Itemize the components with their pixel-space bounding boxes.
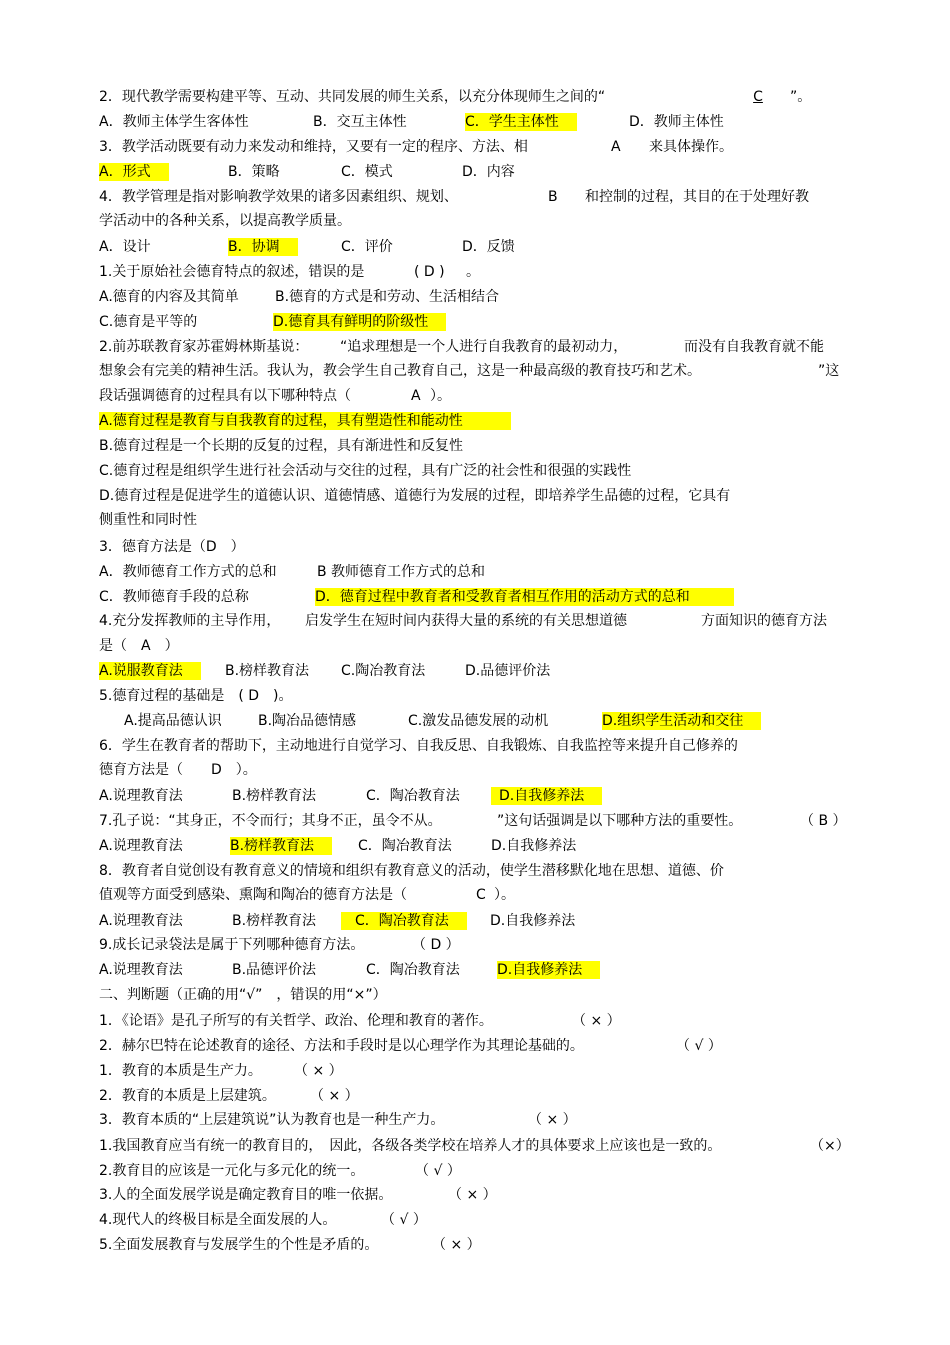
m7-stem-end: ”这句话强调是以下哪种方法的重要性。 <box>497 813 743 829</box>
judge-item-text: 2．教育的本质是上层建筑。 <box>99 1088 276 1104</box>
q4-stem: 4．教学管理是指对影响教学效果的诸多因素组织、规划、 <box>99 189 458 205</box>
q4-option-d: D．反馈 <box>462 239 515 255</box>
m2-option-d-line2: 侧重性和同时性 <box>99 512 197 528</box>
judge-item-text: 3．教育本质的“上层建筑说”认为教育也是一种生产力。 <box>99 1112 445 1128</box>
m2-stem-line1-end: 而没有自我教育就不能 <box>684 339 824 355</box>
m2-option-d-line1: D.德育过程是促进学生的道德认识、道德情感、道德行为发展的过程，即培养学生品德的过程，它具有 <box>99 488 731 504</box>
judge-item-mark: （ × ） <box>310 1088 359 1104</box>
m8-answer: C <box>476 887 486 903</box>
m2-option-b: B.德育过程是一个长期的反复的过程，具有渐进性和反复性 <box>99 438 464 454</box>
m7-stem: 7.孔子说：“其身正，不令而行；其身不正，虽令不从。 <box>99 813 442 829</box>
m2-stem-line1: 2.前苏联教育家苏霍姆林斯基说： <box>99 339 309 355</box>
m4-stem-line2: 是（ A ） <box>99 638 179 654</box>
m2-stem-line2: 想象会有完美的精神生活。我认为，教会学生自己教育自己，这是一种最高级的教育技巧和艺术。 <box>99 363 701 379</box>
q3-option-d: D．内容 <box>462 164 515 180</box>
q2-answer-blank: C <box>753 89 763 105</box>
m8-stem-end: ）。 <box>494 887 515 903</box>
m3-option-c: C．教师德育手段的总称 <box>99 589 249 605</box>
m7-answer: （ B ） <box>800 813 847 829</box>
m1-option-a: A.德育的内容及其简单 <box>99 289 239 305</box>
judge-heading: 二、判断题（正确的用“√” ，错误的用“×”） <box>99 987 387 1003</box>
q2-stem <box>99 87 605 107</box>
m1-option-c: C.德育是平等的 <box>99 314 198 330</box>
m8-stem-line1: 8．教育者自觉创设有教育意义的情境和组织有教育意义的活动，使学生潜移默化地在思想、道德、价 <box>99 863 724 879</box>
m7-option-b: B.榜样教育法 <box>230 837 332 855</box>
m2-stem-line1-quote: “追求理想是一个人进行自我教育的最初动力， <box>340 339 628 355</box>
m9-option-d: D.自我修养法 <box>497 961 600 979</box>
m6-stem-line1: 6．学生在教育者的帮助下，主动地进行自觉学习、自我反思、自我锻炼、自我监控等来提升自己修养的 <box>99 738 738 754</box>
m3-option-d: D．德育过程中教育者和受教育者相互作用的活动方式的总和 <box>315 588 734 606</box>
judge-item-text: 4.现代人的终极目标是全面发展的人。 <box>99 1212 337 1228</box>
m2-option-c: C.德育过程是组织学生进行社会活动与交往的过程，具有广泛的社会性和很强的实践性 <box>99 463 632 479</box>
q2-option-a: A．教师主体学生客体性 <box>99 114 249 130</box>
m1-stem-end: 。 <box>466 264 480 280</box>
m3-stem: 3．德育方法是（D ） <box>99 539 245 555</box>
judge-item-mark: （ √ ） <box>415 1163 461 1179</box>
judge-item-mark: （ × ） <box>528 1112 577 1128</box>
m9-stem: 9.成长记录袋法是属于下列哪种德育方法。 <box>99 937 365 953</box>
m2-stem-line3-end: ）。 <box>430 388 451 404</box>
q3-stem-end: 来具体操作。 <box>649 139 733 155</box>
m9-option-a: A.说理教育法 <box>99 962 183 978</box>
judge-item-mark: （ × ） <box>448 1187 497 1203</box>
m4-option-d: D.品德评价法 <box>465 663 551 679</box>
judge-item-text: 3.人的全面发展学说是确定教育目的唯一依据。 <box>99 1187 393 1203</box>
m1-answer: ( D ) <box>414 264 445 280</box>
m7-option-c: C．陶冶教育法 <box>358 838 452 854</box>
q2-option-b: B．交互主体性 <box>313 114 407 130</box>
m4-option-c: C.陶冶教育法 <box>341 663 426 679</box>
m4-stem-line1: 4.充分发挥教师的主导作用， <box>99 613 281 629</box>
m8-option-b: B.榜样教育法 <box>232 913 317 929</box>
m6-option-a: A.说理教育法 <box>99 788 183 804</box>
judge-item-text: 2.教育目的应该是一元化与多元化的统一。 <box>99 1163 365 1179</box>
q2-option-d: D．教师主体性 <box>629 114 724 130</box>
m5-stem: 5.德育过程的基础是 ( D )。 <box>99 688 293 704</box>
m4-option-b: B.榜样教育法 <box>225 663 310 679</box>
judge-item-mark: （ × ） <box>432 1237 481 1253</box>
m7-option-d: D.自我修养法 <box>491 838 577 854</box>
m8-option-c: C．陶冶教育法 <box>341 912 467 930</box>
judge-item-mark: （ × ） <box>294 1063 343 1079</box>
q3-option-b: B．策略 <box>228 164 280 180</box>
q4-stem-line2: 学活动中的各种关系，以提高教学质量。 <box>99 213 351 229</box>
m3-option-b: B 教师德育工作方式的总和 <box>317 564 486 580</box>
q2-stem-text: 2．现代教学需要构建平等、互动、共同发展的师生关系，以充分体现师生之间的“ <box>99 89 606 105</box>
q4-answer: B <box>548 189 558 205</box>
judge-item-mark: （ √ ） <box>381 1212 427 1228</box>
m2-answer: A <box>411 388 421 404</box>
m8-option-a: A.说理教育法 <box>99 913 183 929</box>
m2-stem-line2-end: ”这 <box>818 363 840 379</box>
m9-answer: （ D ） <box>412 937 460 953</box>
m2-stem-line3: 段话强调德育的过程具有以下哪种特点（ <box>99 388 351 404</box>
q2-option-c: C．学生主体性 <box>465 113 577 131</box>
m1-stem: 1.关于原始社会德育特点的叙述，错误的是 <box>99 264 365 280</box>
m9-option-b: B.品德评价法 <box>232 962 317 978</box>
judge-item-mark: （×） <box>810 1138 850 1154</box>
judge-item-text: 5.全面发展教育与发展学生的个性是矛盾的。 <box>99 1237 379 1253</box>
m4-stem-line1-end: 方面知识的德育方法 <box>701 613 827 629</box>
m1-option-d: D.德育具有鲜明的阶级性 <box>273 313 446 331</box>
q4-option-a: A．设计 <box>99 239 151 255</box>
q3-stem: 3．教学活动既要有动力来发动和维持，又要有一定的程序、方法、相 <box>99 139 528 155</box>
m7-option-a: A.说理教育法 <box>99 838 183 854</box>
q4-stem-end: 和控制的过程，其目的在于处理好教 <box>585 189 809 205</box>
m4-stem-line1-mid: 启发学生在短时间内获得大量的系统的有关思想道德 <box>305 613 627 629</box>
m6-option-c: C．陶冶教育法 <box>366 788 460 804</box>
judge-item-mark: （ √ ） <box>676 1038 722 1054</box>
m1-option-b: B.德育的方式是和劳动、生活相结合 <box>275 289 500 305</box>
m5-option-c: C.激发品德发展的动机 <box>408 713 549 729</box>
q4-option-c: C．评价 <box>341 239 393 255</box>
m6-stem-line2: 德育方法是（ D ）。 <box>99 762 257 778</box>
m9-option-c: C．陶冶教育法 <box>366 962 460 978</box>
judge-item-mark: （ × ） <box>572 1013 621 1029</box>
q3-answer: A <box>611 139 621 155</box>
m4-option-a: A.说服教育法 <box>99 662 201 680</box>
q3-option-a: A．形式 <box>99 163 169 181</box>
m8-stem-line2: 值观等方面受到感染、熏陶和陶冶的德育方法是（ <box>99 887 407 903</box>
judge-item-text: 1．教育的本质是生产力。 <box>99 1063 262 1079</box>
m6-option-d: D.自我修养法 <box>491 787 602 805</box>
q2-stem-end: ”。 <box>790 89 812 105</box>
q3-option-c: C．模式 <box>341 164 393 180</box>
m5-option-d: D.组织学生活动和交往 <box>602 712 761 730</box>
q4-option-b: B．协调 <box>228 238 298 256</box>
m3-option-a: A．教师德育工作方式的总和 <box>99 564 277 580</box>
m5-option-a: A.提高品德认识 <box>124 713 222 729</box>
m6-option-b: B.榜样教育法 <box>232 788 317 804</box>
judge-item-text: 1.我国教育应当有统一的教育目的， 因此，各级各类学校在培养人才的具体要求上应该也是一致的。 <box>99 1138 722 1154</box>
judge-item-text: 2．赫尔巴特在论述教育的途径、方法和手段时是以心理学作为其理论基础的。 <box>99 1038 584 1054</box>
m8-option-d: D.自我修养法 <box>490 913 576 929</box>
m2-option-a: A.德育过程是教育与自我教育的过程，具有塑造性和能动性 <box>99 412 511 430</box>
judge-item-text: 1．《论语》是孔子所写的有关哲学、政治、伦理和教育的著作。 <box>99 1013 493 1029</box>
m5-option-b: B.陶冶品德情感 <box>258 713 357 729</box>
